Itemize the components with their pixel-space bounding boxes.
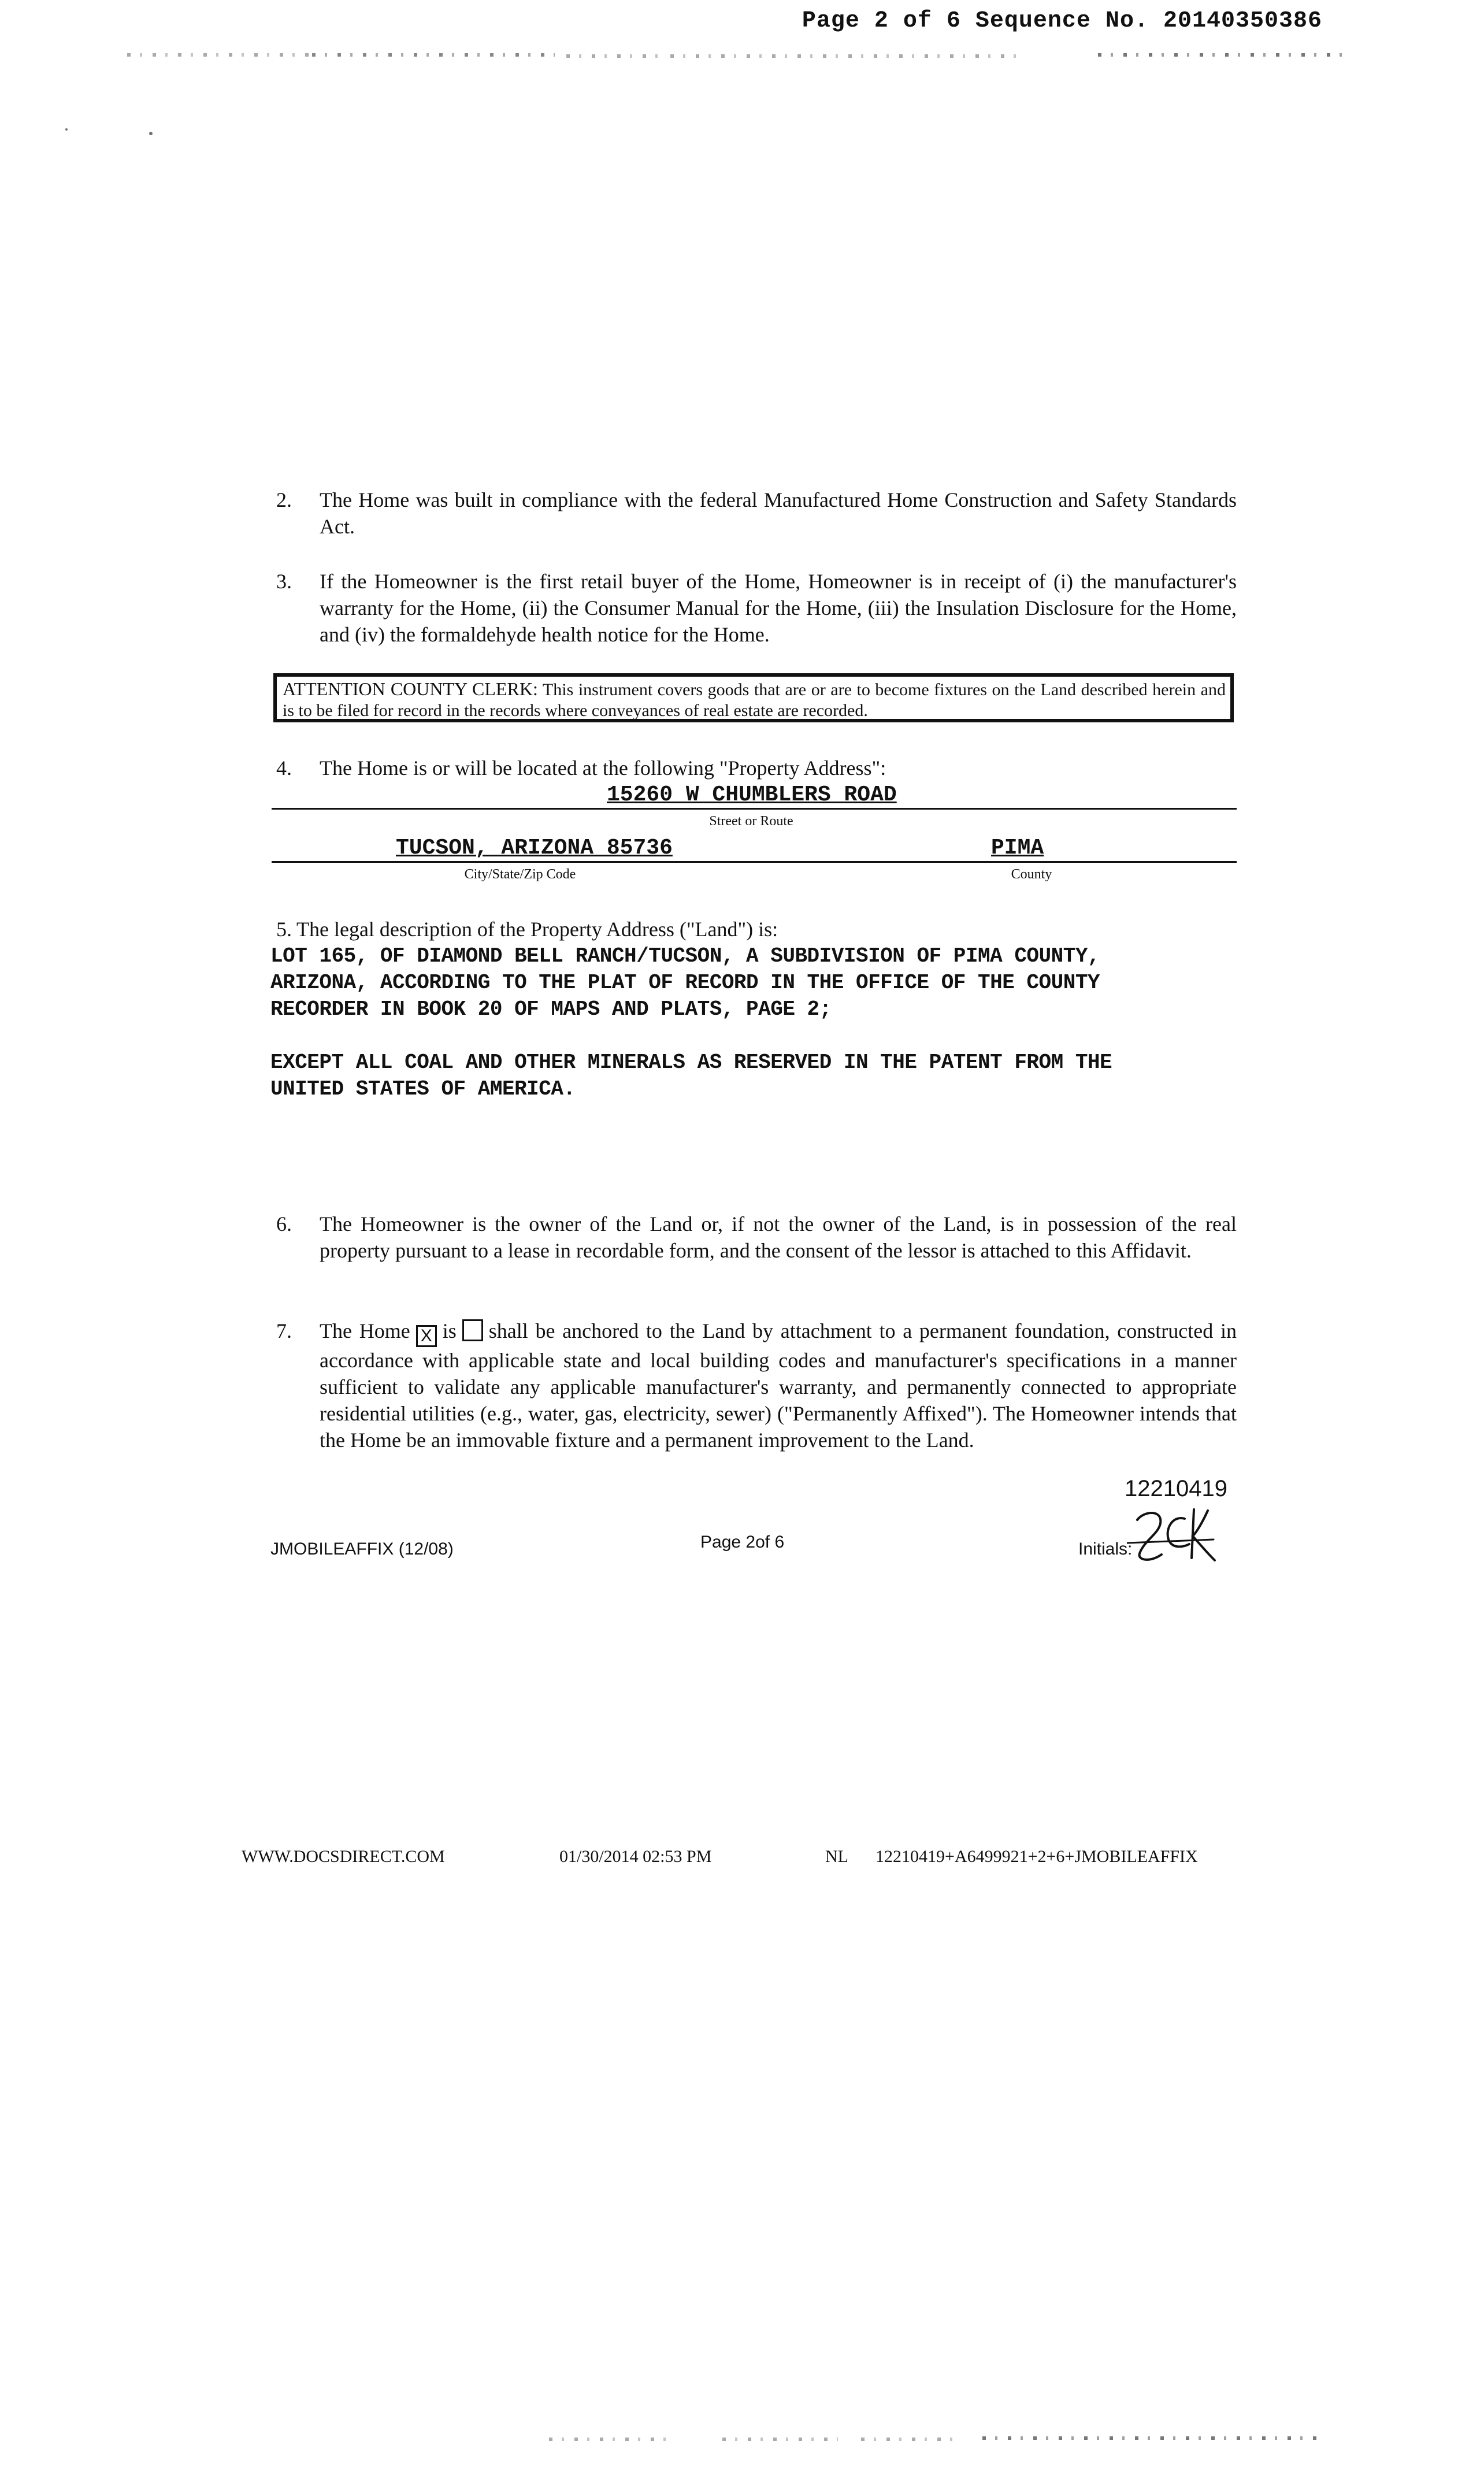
city-state-zip-value: TUCSON, ARIZONA 85736 xyxy=(396,836,673,860)
footer-website: WWW.DOCSDIRECT.COM xyxy=(242,1847,445,1866)
scan-speck xyxy=(149,132,153,135)
initials-signature xyxy=(1127,1498,1219,1567)
initials-label: Initials: xyxy=(1078,1539,1133,1559)
item-7 xyxy=(269,1318,1237,1453)
scan-noise xyxy=(566,54,659,58)
footer-nl: NL xyxy=(825,1847,848,1866)
attention-title: ATTENTION COUNTY CLERK: xyxy=(283,678,538,699)
footer-datetime: 01/30/2014 02:53 PM xyxy=(559,1847,712,1866)
item-text: The Home was built in compliance with the federal Manufactured Home Construction and Safety Standards Act. xyxy=(320,488,1237,538)
scan-noise xyxy=(982,2436,1318,2440)
scan-noise xyxy=(861,2438,954,2441)
city-county-line xyxy=(272,861,1237,863)
attention-county-clerk-box xyxy=(273,673,1234,722)
scan-noise xyxy=(670,54,1017,58)
item-number: 4. xyxy=(276,756,292,780)
scan-noise xyxy=(312,53,555,57)
footer-code: 12210419+A6499921+2+6+JMOBILEAFFIX xyxy=(875,1847,1198,1866)
item-number: 3. xyxy=(276,570,292,593)
item-number: 5. xyxy=(276,918,292,941)
item-text: The Home is or will be located at the following "Property Address": xyxy=(320,756,886,780)
item-text: If the Homeowner is the first retail buyer of the Home, Homeowner is in receipt of (i) the manufacturer's warranty for the Home, (ii) the Consumer Manual for the Home, (iii) the Insulation Disclosure for the Home, and (iv) the formaldehyde health notice for the Home. xyxy=(320,570,1237,646)
item-6 xyxy=(269,1211,1237,1264)
page-label: Page 2of 6 xyxy=(700,1533,785,1552)
item-number: 2. xyxy=(276,488,292,511)
street-caption: Street or Route xyxy=(709,814,793,829)
loan-number: 12210419 xyxy=(1125,1476,1227,1501)
legal-description-part-2: EXCEPT ALL COAL AND OTHER MINERALS AS RESERVED IN THE PATENT FROM THE UNITED STATES OF AMERICA. xyxy=(270,1051,1112,1101)
item-7-text: shall be anchored to the Land by attachment to a permanent foundation, constructed in accordance with applicable state and local building codes and manufacturer's specifications in a manner sufficient to validate any applicable manufacturer's warranty, and permanently connected to appropriate residential utilities (e.g., water, gas, electricity, sewer) ("Permanently Affixed"). The Homeowner intends that the Home be an immovable fixture and a permanent improvement to the Land. xyxy=(320,1319,1237,1452)
item-number: 6. xyxy=(276,1212,292,1236)
scan-noise xyxy=(549,2438,676,2441)
item-number: 7. xyxy=(276,1319,292,1342)
checkbox-is[interactable]: X xyxy=(416,1325,437,1347)
street-address-value: 15260 W CHUMBLERS ROAD xyxy=(607,782,897,807)
item-7-lead: The Home xyxy=(320,1319,410,1342)
item-text: The legal description of the Property Address ("Land") is: xyxy=(296,918,778,941)
scan-noise xyxy=(1098,53,1352,57)
city-caption: City/State/Zip Code xyxy=(464,867,576,882)
item-3 xyxy=(269,568,1237,648)
checkbox-shall-be[interactable] xyxy=(462,1319,483,1341)
item-7-is-label: is xyxy=(442,1319,457,1342)
item-5 xyxy=(269,916,1237,943)
page-sequence-header: Page 2 of 6 Sequence No. 20140350386 xyxy=(802,8,1322,34)
scan-noise xyxy=(722,2438,838,2441)
street-address-line xyxy=(272,808,1237,810)
item-4 xyxy=(269,755,1237,781)
item-text-block xyxy=(269,1318,1237,1453)
scan-noise xyxy=(127,53,312,57)
county-value: PIMA xyxy=(991,836,1044,860)
county-caption: County xyxy=(1011,867,1052,882)
form-id: JMOBILEAFFIX (12/08) xyxy=(270,1539,454,1559)
attention-text: This instrument covers goods that are or are to become fixtures on the Land described herein and is to be filed for record in the records where conveyances of real estate are recorded. xyxy=(283,680,1226,720)
item-2 xyxy=(269,487,1237,540)
item-text: The Homeowner is the owner of the Land or, if not the owner of the Land, is in possession of the real property pursuant to a lease in recordable form, and the consent of the lessor is attached to this Affidavit. xyxy=(320,1212,1237,1262)
legal-description-part-1: LOT 165, OF DIAMOND BELL RANCH/TUCSON, A SUBDIVISION OF PIMA COUNTY, ARIZONA, ACCORDING TO THE PLAT OF RECORD IN THE OFFICE OF THE COUNTY RECORDER IN BOOK 20 OF MAPS AND PLATS, PAGE 2; xyxy=(270,944,1100,1021)
scan-speck xyxy=(65,128,68,131)
